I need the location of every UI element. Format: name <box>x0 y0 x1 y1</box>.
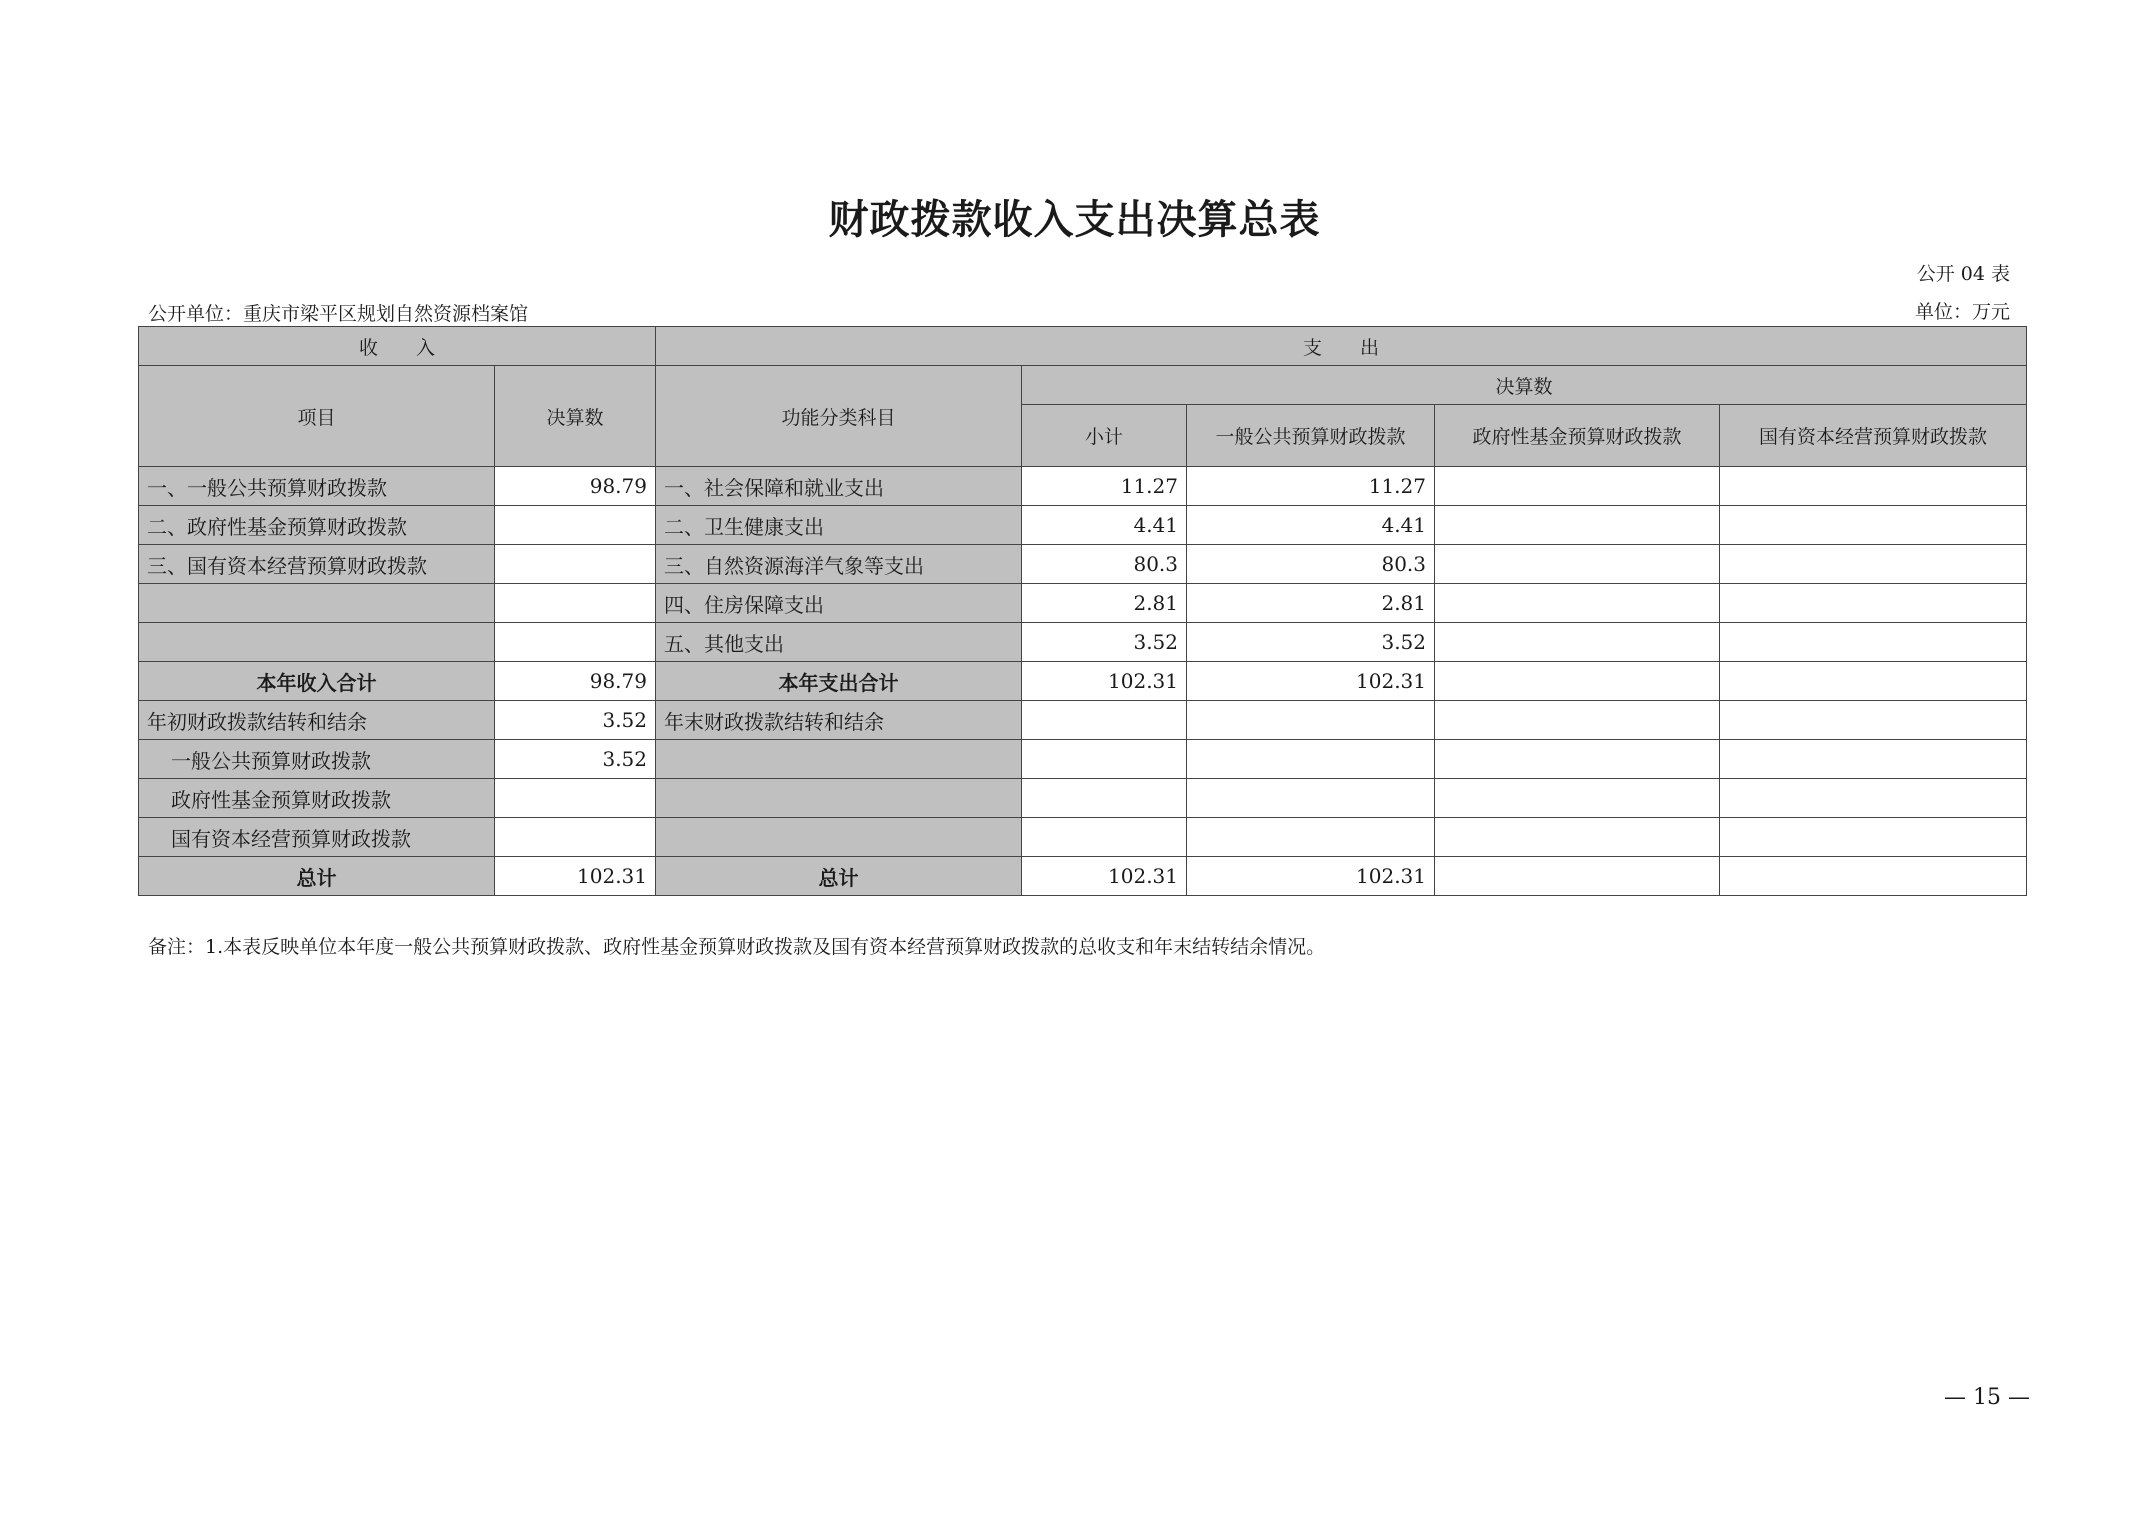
subtotal-cell: 11.27 <box>1022 467 1187 506</box>
general-cell: 80.3 <box>1187 545 1435 584</box>
subtotal-cell: 80.3 <box>1022 545 1187 584</box>
expense-header: 支 出 <box>656 327 2027 366</box>
income-item: 二、政府性基金预算财政拨款 <box>139 506 495 545</box>
subtotal-cell <box>1022 701 1187 740</box>
reporting-unit: 公开单位：重庆市梁平区规划自然资源档案馆 <box>148 303 529 325</box>
expense-item: 五、其他支出 <box>656 623 1022 662</box>
income-item <box>139 584 495 623</box>
page-title: 财政拨款收入支出决算总表 <box>828 197 1321 243</box>
general-cell: 102.31 <box>1187 857 1435 896</box>
expense-item <box>656 740 1022 779</box>
income-amount <box>495 545 656 584</box>
expense-item: 四、住房保障支出 <box>656 584 1022 623</box>
general-cell: 3.52 <box>1187 623 1435 662</box>
header-row-2 <box>139 366 2027 405</box>
state-cell <box>1720 779 2027 818</box>
state-cell <box>1720 818 2027 857</box>
income-amount: 3.52 <box>495 740 656 779</box>
state-cell <box>1720 467 2027 506</box>
state-cell <box>1720 506 2027 545</box>
income-item: 年初财政拨款结转和结余 <box>139 701 495 740</box>
table-row <box>139 740 2027 779</box>
fund-cell <box>1435 779 1720 818</box>
income-amount: 98.79 <box>495 467 656 506</box>
subtotal-cell <box>1022 818 1187 857</box>
general-cell: 2.81 <box>1187 584 1435 623</box>
income-amount: 3.52 <box>495 701 656 740</box>
state-cell <box>1720 545 2027 584</box>
header-row-1 <box>139 327 2027 366</box>
expense-item: 总计 <box>656 857 1022 896</box>
state-cell <box>1720 740 2027 779</box>
expense-item <box>656 818 1022 857</box>
state-cell <box>1720 857 2027 896</box>
table-row-annual-total <box>139 662 2027 701</box>
general-cell <box>1187 701 1435 740</box>
general-cell: 102.31 <box>1187 662 1435 701</box>
general-header: 一般公共预算财政拨款 <box>1187 405 1435 467</box>
fund-cell <box>1435 584 1720 623</box>
expense-item: 三、自然资源海洋气象等支出 <box>656 545 1022 584</box>
income-amount: 102.31 <box>495 857 656 896</box>
item-header: 项目 <box>139 366 495 467</box>
income-amount <box>495 584 656 623</box>
income-amount <box>495 779 656 818</box>
general-cell <box>1187 779 1435 818</box>
subtotal-cell <box>1022 740 1187 779</box>
page-number: — 15 — <box>1944 1385 2030 1410</box>
income-item: 总计 <box>139 857 495 896</box>
fund-cell <box>1435 818 1720 857</box>
final-amount-group-header: 决算数 <box>1022 366 2027 405</box>
fund-cell <box>1435 506 1720 545</box>
expense-item: 一、社会保障和就业支出 <box>656 467 1022 506</box>
expense-item: 年末财政拨款结转和结余 <box>656 701 1022 740</box>
state-cell <box>1720 623 2027 662</box>
table-number: 公开 04 表 <box>1916 263 2010 285</box>
table-row <box>139 701 2027 740</box>
fund-cell <box>1435 623 1720 662</box>
fund-cell <box>1435 740 1720 779</box>
income-item: 本年收入合计 <box>139 662 495 701</box>
subtotal-cell <box>1022 779 1187 818</box>
table-row <box>139 467 2027 506</box>
subtotal-header: 小计 <box>1022 405 1187 467</box>
income-item: 政府性基金预算财政拨款 <box>139 779 495 818</box>
func-class-header: 功能分类科目 <box>656 366 1022 467</box>
income-item: 国有资本经营预算财政拨款 <box>139 818 495 857</box>
expense-item: 二、卫生健康支出 <box>656 506 1022 545</box>
expense-item: 本年支出合计 <box>656 662 1022 701</box>
table-note: 备注：1.本表反映单位本年度一般公共预算财政拨款、政府性基金预算财政拨款及国有资本经营预算财政拨款的总收支和年末结转结余情况。 <box>148 936 1326 958</box>
income-amount: 98.79 <box>495 662 656 701</box>
subtotal-cell: 102.31 <box>1022 857 1187 896</box>
subtotal-cell: 2.81 <box>1022 584 1187 623</box>
fund-header: 政府性基金预算财政拨款 <box>1435 405 1720 467</box>
state-header: 国有资本经营预算财政拨款 <box>1720 405 2027 467</box>
income-item: 三、国有资本经营预算财政拨款 <box>139 545 495 584</box>
subtotal-cell: 4.41 <box>1022 506 1187 545</box>
general-cell: 4.41 <box>1187 506 1435 545</box>
table-row-grand-total <box>139 857 2027 896</box>
fund-cell <box>1435 701 1720 740</box>
income-amount <box>495 623 656 662</box>
income-item: 一般公共预算财政拨款 <box>139 740 495 779</box>
table-row <box>139 623 2027 662</box>
subtotal-cell: 102.31 <box>1022 662 1187 701</box>
table-row <box>139 779 2027 818</box>
final-amount-header: 决算数 <box>495 366 656 467</box>
fund-cell <box>1435 857 1720 896</box>
table-row <box>139 545 2027 584</box>
table-row <box>139 506 2027 545</box>
fund-cell <box>1435 467 1720 506</box>
budget-table <box>138 326 2027 896</box>
table-row <box>139 584 2027 623</box>
general-cell <box>1187 818 1435 857</box>
income-item <box>139 623 495 662</box>
currency-unit: 单位：万元 <box>1914 301 2010 323</box>
subtotal-cell: 3.52 <box>1022 623 1187 662</box>
fund-cell <box>1435 545 1720 584</box>
general-cell: 11.27 <box>1187 467 1435 506</box>
state-cell <box>1720 701 2027 740</box>
expense-item <box>656 779 1022 818</box>
fund-cell <box>1435 662 1720 701</box>
income-item: 一、一般公共预算财政拨款 <box>139 467 495 506</box>
income-amount <box>495 506 656 545</box>
state-cell <box>1720 584 2027 623</box>
table-row <box>139 818 2027 857</box>
general-cell <box>1187 740 1435 779</box>
income-amount <box>495 818 656 857</box>
state-cell <box>1720 662 2027 701</box>
income-header: 收 入 <box>139 327 656 366</box>
